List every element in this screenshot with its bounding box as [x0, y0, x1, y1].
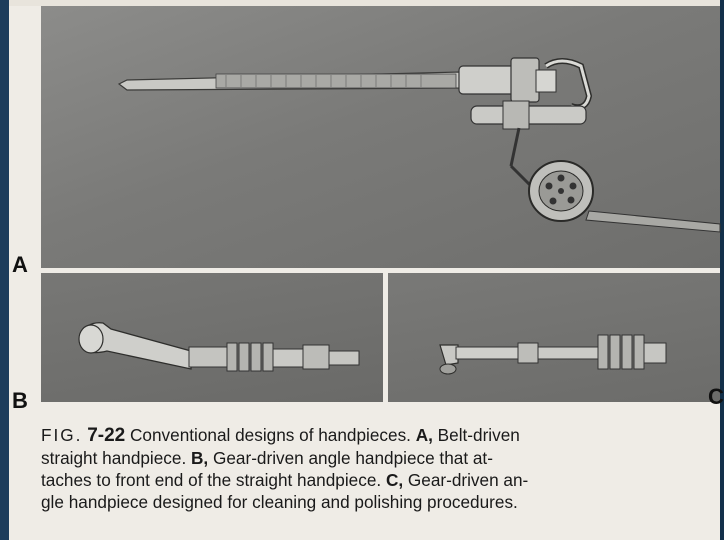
photo-panel-c — [388, 273, 720, 402]
figure-caption — [41, 424, 709, 513]
photo-panel-b — [41, 273, 383, 402]
caption-run: C, — [385, 470, 404, 490]
caption-run: gle handpiece designed for cleaning and polishing procedures. — [41, 492, 518, 512]
figure-number: 7-22 — [87, 425, 126, 446]
caption-run: A, — [415, 425, 433, 445]
figure-label: FIG. — [41, 425, 83, 445]
caption-line-4 — [41, 491, 709, 513]
caption-line-2 — [41, 447, 709, 469]
panel-label-c: C — [708, 384, 724, 409]
caption-run: Gear-driven an- — [403, 470, 529, 490]
angle-handpiece-c-illustration — [388, 273, 720, 402]
belt-driven-handpiece-illustration — [41, 6, 720, 268]
caption-run: Gear-driven angle handpiece that at- — [208, 448, 493, 468]
photo-panel-a — [41, 6, 720, 268]
caption-run: straight handpiece. — [41, 448, 192, 468]
slide-left-bar — [0, 0, 9, 540]
caption-run: Belt-driven — [432, 425, 520, 445]
caption-line-1-text — [130, 425, 520, 445]
caption-line-3 — [41, 469, 709, 491]
scanned-page — [9, 6, 724, 540]
caption-line-1 — [41, 424, 709, 447]
panel-label-b: B — [12, 388, 28, 413]
caption-run: taches to front end of the straight handpiece. — [41, 470, 386, 490]
panel-label-a: A — [12, 252, 28, 277]
caption-run: Conventional designs of handpieces. — [130, 425, 416, 445]
caption-run: B, — [191, 448, 209, 468]
angle-handpiece-b-illustration — [41, 273, 383, 402]
